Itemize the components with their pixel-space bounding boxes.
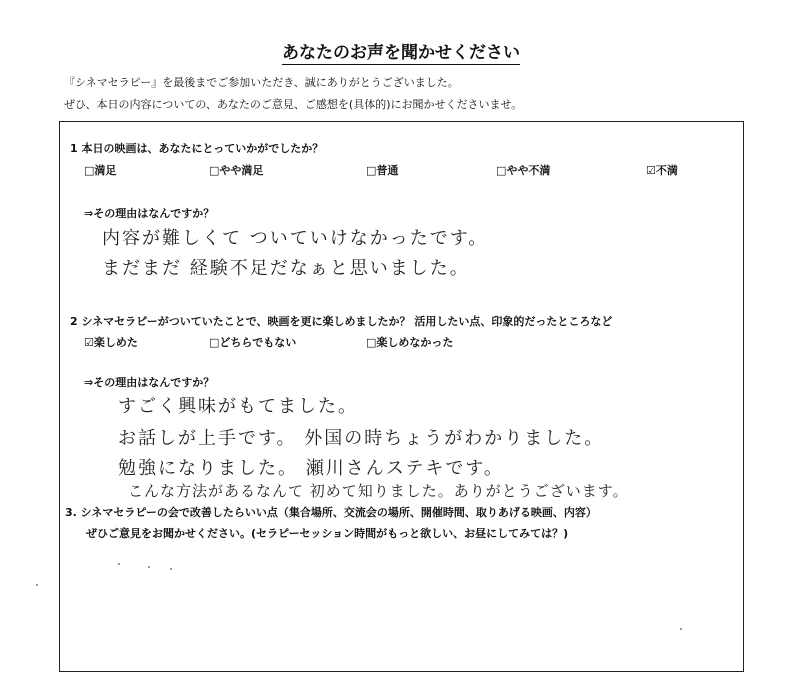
q2-question: 2 シネマセラピーがついていたことで、映画を更に楽しめましたか？ 活用したい点、印象的だったところなど	[70, 315, 613, 328]
q1-answer-line-2: まだまだ 経験不足だなぁと思いました。	[102, 258, 470, 279]
q2-option-neither[interactable]: □どちらでもない	[209, 336, 297, 349]
q2-answer-line-1: すごく興味がもてました。	[118, 396, 358, 417]
q1-option-somewhat-satisfied[interactable]: □やや満足	[209, 164, 264, 177]
scan-speck	[36, 584, 38, 586]
scan-speck	[118, 563, 120, 565]
q1-option-satisfied[interactable]: □満足	[84, 164, 117, 177]
intro-line-1: 『シネマセラピー』を最後までご参加いただき、誠にありがとうございました。	[64, 76, 459, 89]
q3-subtext: ぜひご意見をお聞かせください。(セラピーセッション時間がもっと欲しい、お昼にしてみては？)	[86, 527, 569, 540]
q1-option-somewhat-dissatisfied[interactable]: □やや不満	[496, 164, 551, 177]
q1-option-dissatisfied[interactable]: ☑不満	[646, 164, 678, 177]
q2-option-enjoyed[interactable]: ☑楽しめた	[84, 336, 138, 349]
q2-option-not-enjoyed[interactable]: □楽しめなかった	[366, 336, 454, 349]
q2-reason-label: ⇒その理由はなんですか？	[84, 376, 215, 389]
scan-speck	[680, 628, 682, 630]
page-title: あなたのお声を聞かせください	[282, 43, 520, 63]
q2-answer-line-2: お話しが上手です。 外国の時ちょうがわかりました。	[118, 428, 605, 449]
q1-answer-line-1: 内容が難しくて ついていけなかったです。	[102, 228, 489, 249]
q1-option-neutral[interactable]: □普通	[366, 164, 399, 177]
intro-line-2: ぜひ、本日の内容についての、あなたのご意見、ご感想を(具体的)にお聞かせくださいませ。	[64, 98, 523, 111]
q2-answer-line-4: こんな方法があるなんて 初めて知りました。ありがとうございます。	[128, 482, 629, 500]
q2-answer-line-3: 勉強になりました。 瀬川さんステキです。	[118, 458, 504, 479]
q1-question: 1 本日の映画は、あなたにとっていかがでしたか？	[70, 142, 324, 155]
scan-speck	[170, 568, 172, 570]
scan-speck	[148, 566, 150, 568]
q1-reason-label: ⇒その理由はなんですか？	[84, 207, 215, 220]
q3-question: 3. シネマセラピーの会で改善したらいい点（集合場所、交流会の場所、開催時間、取りあげる映画、内容）	[65, 506, 597, 519]
